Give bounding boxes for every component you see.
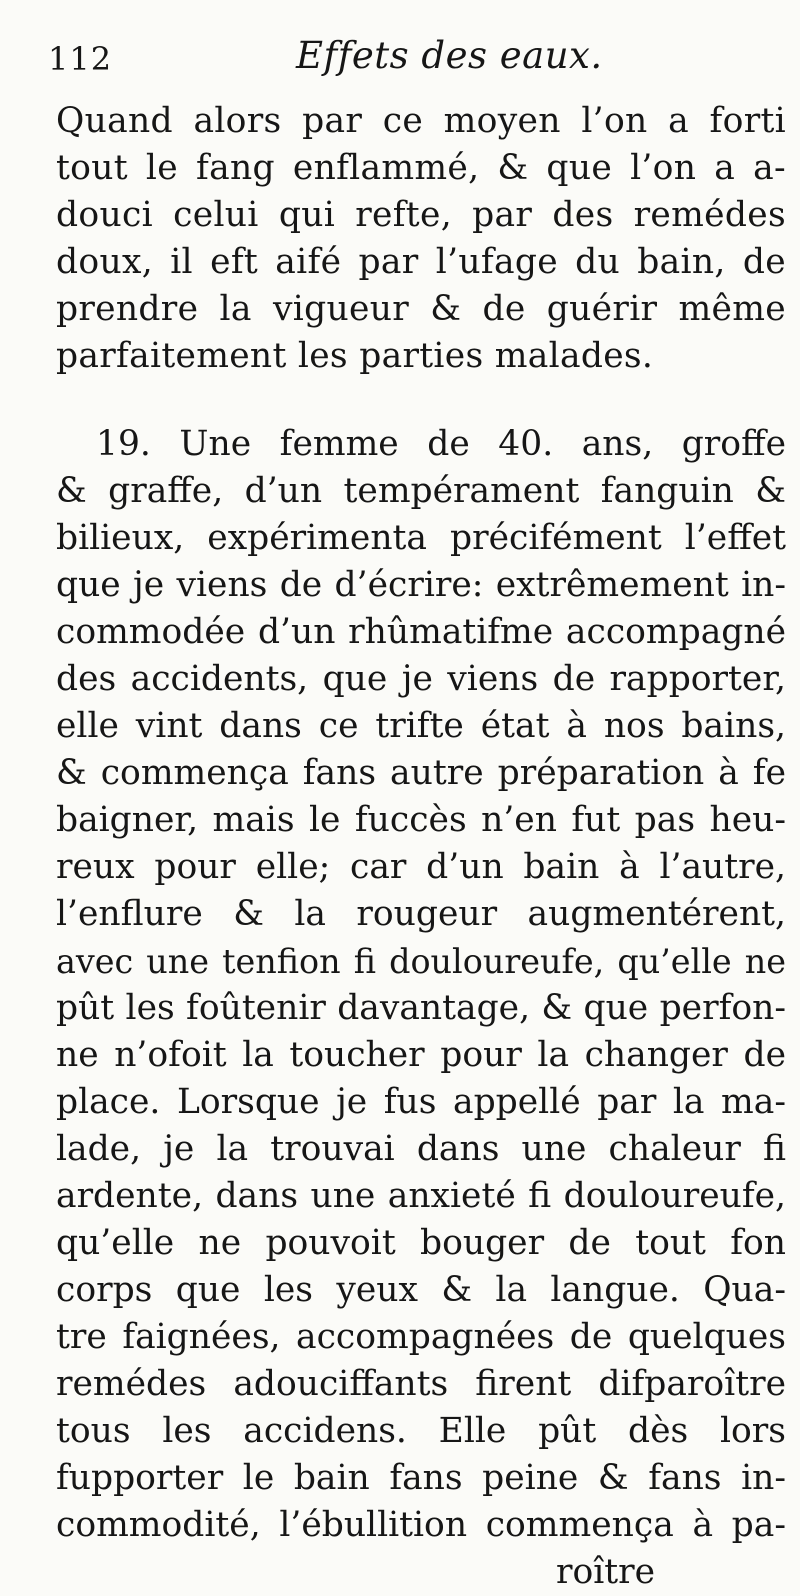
body-text <box>56 98 786 1596</box>
text-line: & graffe, d’un tempérament fanguin & <box>56 471 786 511</box>
text-line: douci celui qui refte, par des remédes <box>56 195 786 235</box>
text-line: tre faignées, accompagnées de quelques <box>56 1317 786 1357</box>
text-line: lade, je la trouvai dans une chaleur fi <box>56 1129 786 1169</box>
paragraph-2 <box>56 421 786 1549</box>
text-line: bilieux, expérimenta précifément l’effet <box>56 518 786 558</box>
text-line: elle vint dans ce trifte état à nos bains, <box>56 706 786 746</box>
text-line: place. Lorsque je fus appellé par la ma- <box>56 1082 786 1122</box>
paragraph-1 <box>56 98 786 380</box>
text-line: parfaitement les parties malades. <box>56 336 654 376</box>
text-line: ardente, dans une anxieté fi douloureufe, <box>56 1176 786 1216</box>
text-line: pût les foûtenir davantage, & que perfon- <box>56 988 786 1028</box>
text-line: l’enflure & la rougeur augmentérent, <box>56 894 786 934</box>
text-line: tout le fang enflammé, & que l’on a a- <box>56 148 786 188</box>
text-line: avec une tenfion fi douloureufe, qu’elle ne <box>56 942 786 981</box>
text-line: que je viens de d’écrire: extrêmement in- <box>56 565 786 605</box>
page-number: 112 <box>48 40 113 78</box>
running-head <box>48 26 778 86</box>
text-line: 19. Une femme de 40. ans, groffe <box>96 424 786 464</box>
text-line: ne n’ofoit la toucher pour la changer de <box>56 1035 786 1075</box>
text-line: doux, il eft aifé par l’ufage du bain, de <box>56 242 786 282</box>
text-line: & commença fans autre préparation à fe <box>56 753 786 793</box>
text-line: commodée d’un rhûmatifme accompagné <box>56 612 786 652</box>
text-line: baigner, mais le fuccès n’en fut pas heu- <box>56 800 786 840</box>
text-line: Quand alors par ce moyen l’on a forti <box>56 101 786 141</box>
running-title: Effets des eaux. <box>296 34 603 77</box>
text-line: reux pour elle; car d’un bain à l’autre, <box>56 847 786 887</box>
paragraph-gap <box>56 380 786 421</box>
text-line: remédes adouciffants firent difparoître <box>56 1364 786 1404</box>
text-line: des accidents, que je viens de rapporter, <box>56 659 786 699</box>
text-line: qu’elle ne pouvoit bouger de tout fon <box>56 1223 786 1263</box>
text-line: corps que les yeux & la langue. Qua- <box>56 1270 786 1310</box>
text-line: prendre la vigueur & de guérir même <box>56 289 786 329</box>
catchword: roître <box>556 1552 656 1592</box>
text-line: fupporter le bain fans peine & fans in- <box>56 1458 786 1498</box>
text-line: tous les accidens. Elle pût dès lors <box>56 1411 786 1451</box>
text-line: commodité, l’ébullition commença à pa- <box>56 1505 786 1545</box>
